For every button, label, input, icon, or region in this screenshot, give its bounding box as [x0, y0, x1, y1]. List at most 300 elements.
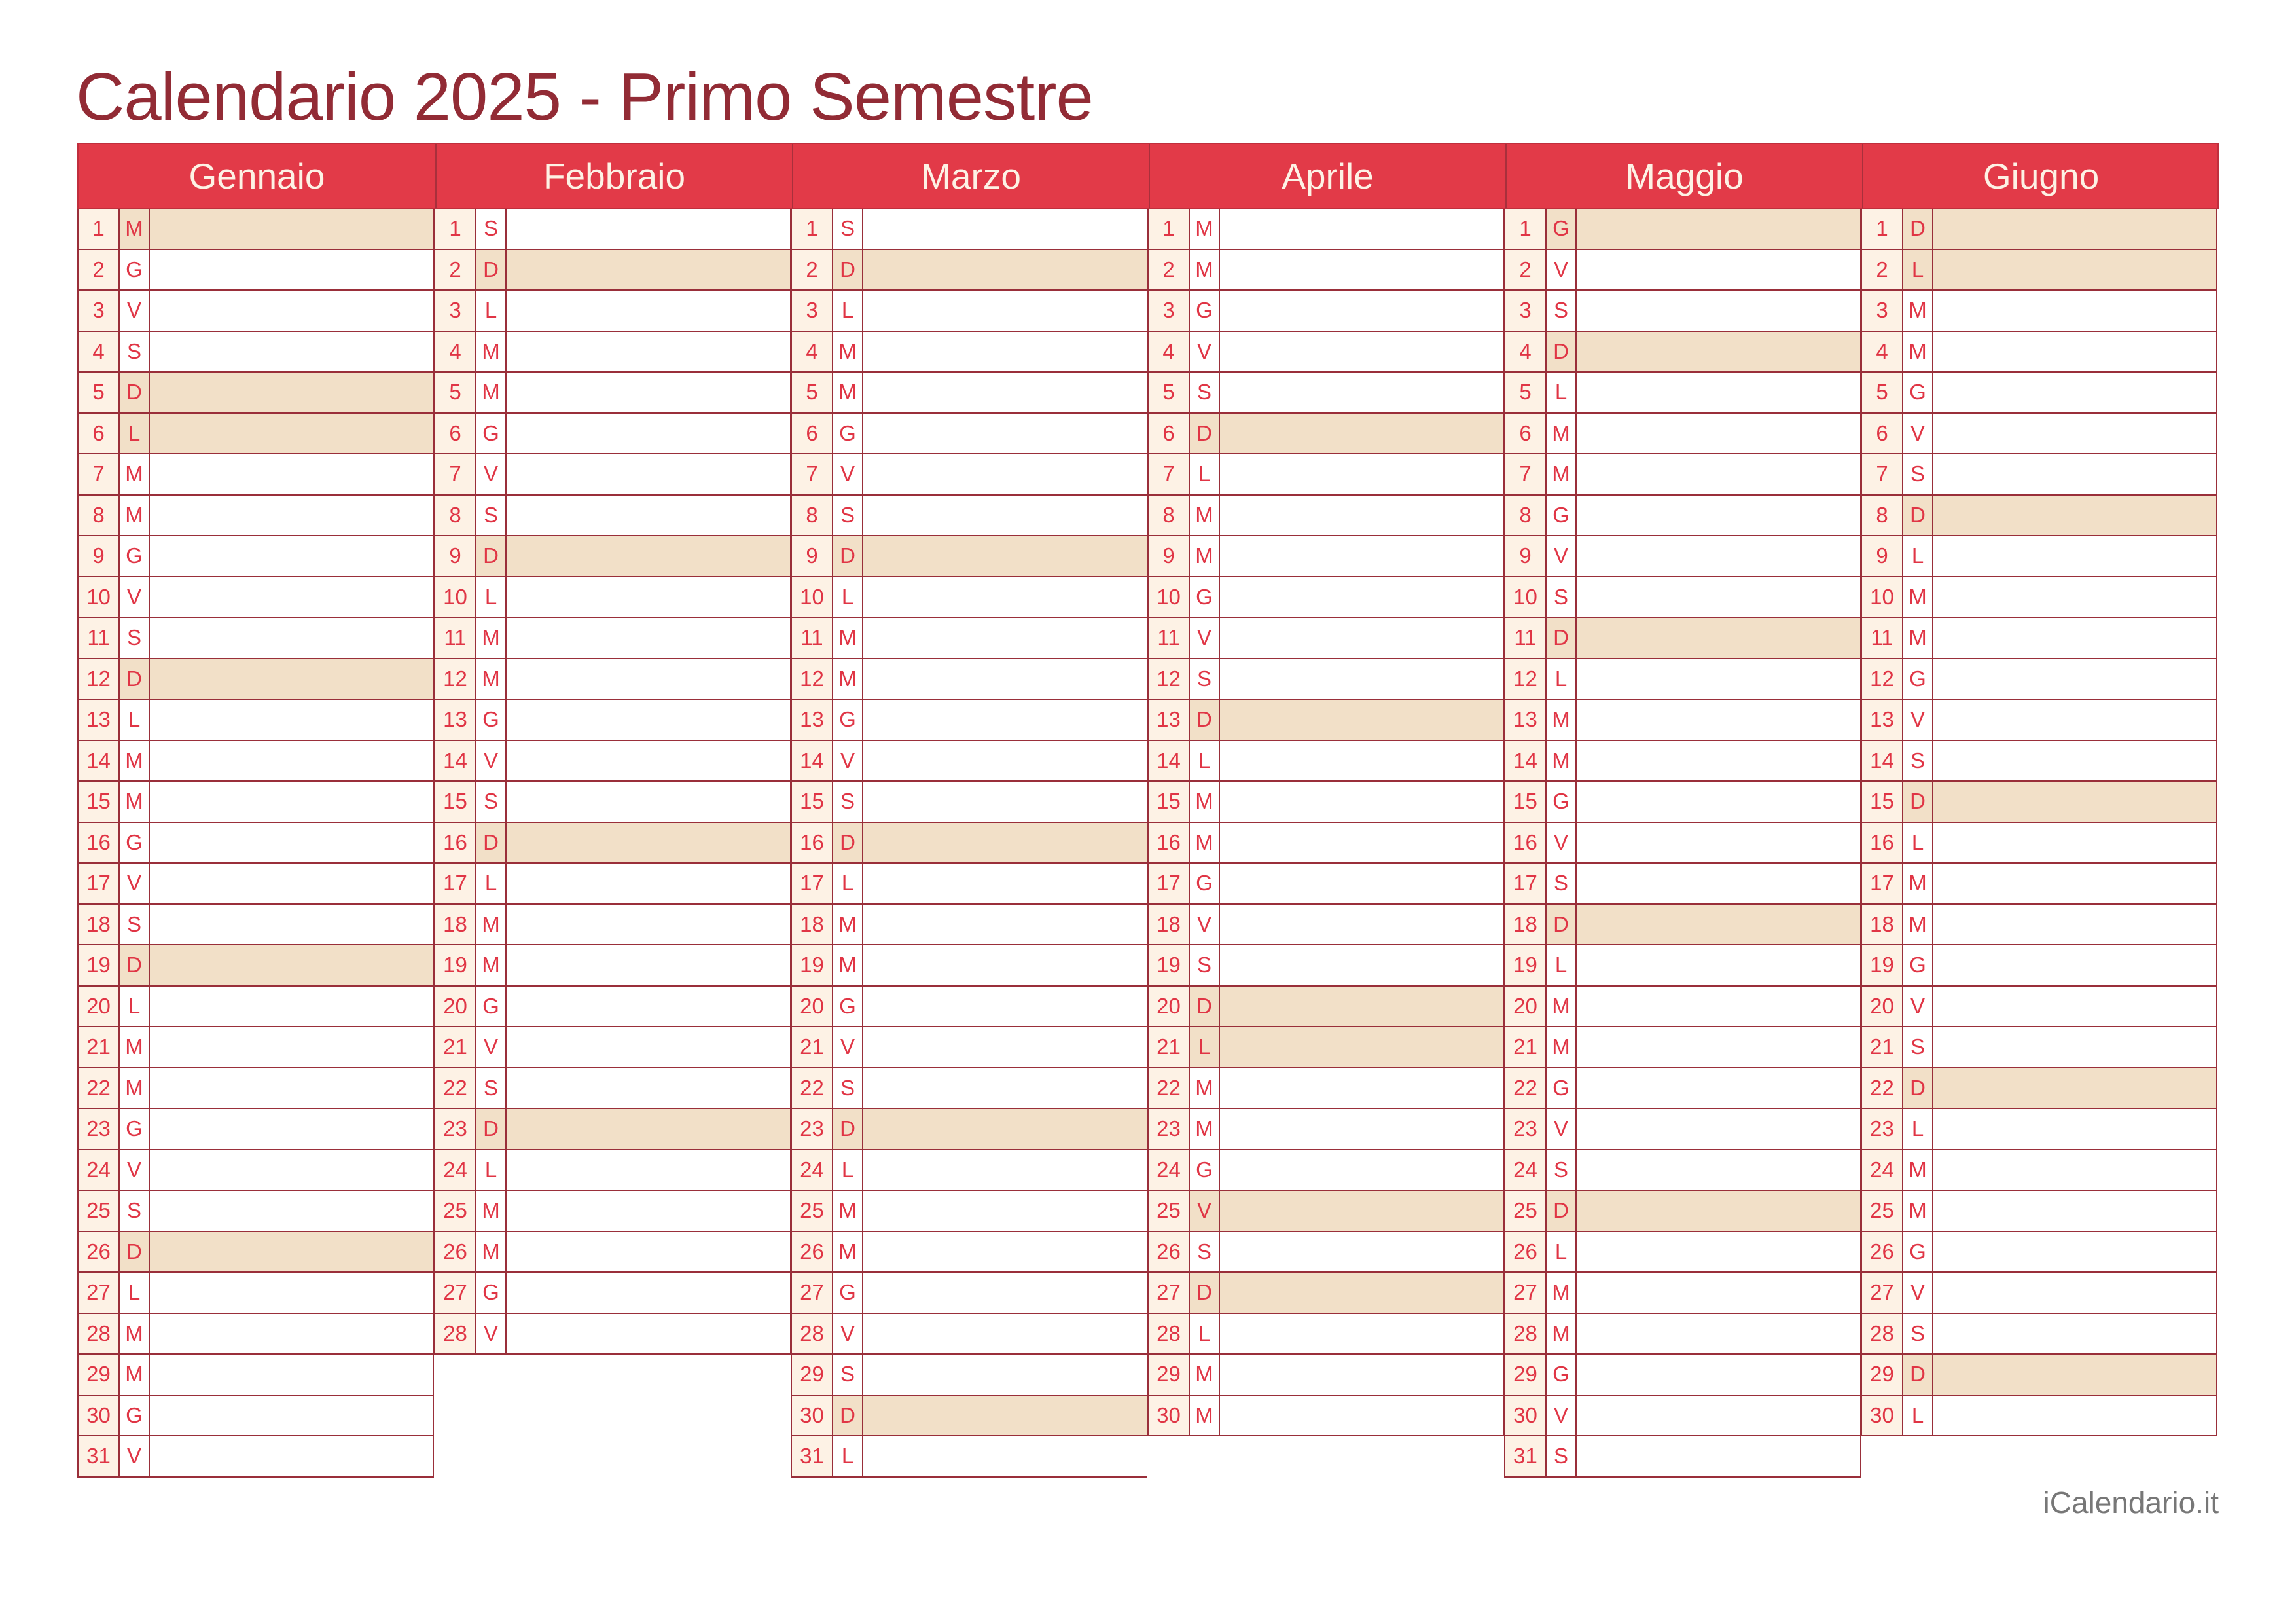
weekday-letter: V: [120, 1436, 150, 1476]
note-space: [507, 700, 790, 740]
day-row: [1147, 864, 1504, 905]
weekday-letter: M: [120, 741, 150, 781]
note-space: [1220, 209, 1503, 249]
weekday-letter: V: [1903, 414, 1933, 454]
day-row: [1861, 373, 2217, 414]
day-number: 4: [1862, 332, 1903, 372]
weekday-letter: V: [1547, 250, 1577, 290]
day-number: 24: [435, 1150, 476, 1190]
note-space: [1933, 1355, 2216, 1395]
note-space: [150, 1232, 433, 1272]
day-row: [1861, 659, 2217, 701]
day-row: [1504, 741, 1861, 782]
weekday-letter: L: [1903, 823, 1933, 863]
day-number: 22: [792, 1068, 833, 1108]
day-number: 26: [435, 1232, 476, 1272]
day-number: 14: [1505, 741, 1547, 781]
note-space: [863, 864, 1147, 903]
day-row: [791, 1191, 1147, 1232]
day-number: 18: [79, 905, 120, 945]
day-row: [1861, 1109, 2217, 1150]
weekday-letter: L: [1903, 1396, 1933, 1436]
weekday-letter: G: [1547, 1068, 1577, 1108]
day-row: [791, 1314, 1147, 1355]
note-space: [1577, 291, 1860, 331]
day-number: 27: [1149, 1273, 1190, 1313]
day-row: [1147, 1109, 1504, 1150]
day-row-holiday: [791, 250, 1147, 291]
day-row: [1861, 1396, 2217, 1437]
weekday-letter: L: [120, 414, 150, 454]
day-row: [434, 496, 791, 537]
day-row-holiday: [1147, 1273, 1504, 1314]
day-number: 17: [792, 864, 833, 903]
note-space: [863, 496, 1147, 536]
day-row: [1147, 659, 1504, 701]
day-number: 12: [79, 659, 120, 699]
day-row: [434, 373, 791, 414]
day-number: 2: [79, 250, 120, 290]
weekday-letter: D: [1547, 905, 1577, 945]
weekday-letter: G: [120, 250, 150, 290]
day-number: 13: [1862, 700, 1903, 740]
day-number: 7: [1149, 454, 1190, 494]
day-row-holiday: [791, 536, 1147, 577]
day-row: [434, 209, 791, 250]
note-space: [507, 209, 790, 249]
day-number: 19: [79, 945, 120, 985]
note-space: [863, 618, 1147, 658]
note-space: [863, 250, 1147, 290]
day-row: [791, 864, 1147, 905]
note-space: [1933, 945, 2216, 985]
day-row: [1861, 864, 2217, 905]
note-space: [1577, 741, 1860, 781]
day-number: 8: [1149, 496, 1190, 536]
day-number: 30: [792, 1396, 833, 1436]
weekday-letter: M: [1547, 454, 1577, 494]
day-row: [1861, 291, 2217, 332]
note-space: [150, 332, 433, 372]
day-number: 16: [792, 823, 833, 863]
weekday-letter: M: [1190, 1068, 1220, 1108]
note-space: [1577, 332, 1860, 372]
weekday-letter: D: [476, 1109, 507, 1149]
note-space: [1577, 864, 1860, 903]
weekday-letter: S: [1903, 1314, 1933, 1354]
day-number: 2: [792, 250, 833, 290]
day-row: [1147, 496, 1504, 537]
day-row: [1147, 1068, 1504, 1110]
day-row: [1861, 700, 2217, 741]
note-space: [150, 1273, 433, 1313]
day-row: [1861, 987, 2217, 1028]
day-row: [1861, 905, 2217, 946]
weekday-letter: L: [1190, 741, 1220, 781]
weekday-letter: G: [476, 1273, 507, 1313]
day-row-holiday: [1147, 414, 1504, 455]
note-space: [1577, 536, 1860, 576]
day-number: 16: [435, 823, 476, 863]
day-number: 3: [79, 291, 120, 331]
day-number: 16: [79, 823, 120, 863]
weekday-letter: M: [1190, 823, 1220, 863]
weekday-letter: M: [1903, 332, 1933, 372]
day-number: 6: [1505, 414, 1547, 454]
day-number: 11: [435, 618, 476, 658]
weekday-letter: M: [1547, 414, 1577, 454]
weekday-letter: G: [833, 1273, 863, 1313]
note-space: [1933, 1273, 2216, 1313]
note-space: [150, 536, 433, 576]
day-number: 23: [79, 1109, 120, 1149]
note-space: [1577, 496, 1860, 536]
weekday-letter: M: [1547, 1273, 1577, 1313]
weekday-letter: D: [120, 659, 150, 699]
weekday-letter: S: [120, 618, 150, 658]
day-number: 15: [1862, 782, 1903, 822]
note-space: [1220, 496, 1503, 536]
weekday-letter: D: [1190, 700, 1220, 740]
weekday-letter: D: [120, 1232, 150, 1272]
day-number: 20: [79, 987, 120, 1027]
weekday-letter: M: [1903, 618, 1933, 658]
day-row-holiday: [77, 373, 434, 414]
day-number: 18: [1505, 905, 1547, 945]
note-space: [150, 454, 433, 494]
note-space: [1220, 536, 1503, 576]
day-row: [1504, 987, 1861, 1028]
note-space: [863, 1436, 1147, 1476]
day-row: [1504, 414, 1861, 455]
note-space: [863, 454, 1147, 494]
day-row: [1861, 741, 2217, 782]
weekday-letter: V: [1903, 987, 1933, 1027]
note-space: [507, 618, 790, 658]
day-number: 10: [435, 577, 476, 617]
weekday-letter: S: [833, 1068, 863, 1108]
day-number: 14: [792, 741, 833, 781]
note-space: [507, 1232, 790, 1272]
day-number: 6: [435, 414, 476, 454]
weekday-letter: G: [120, 1396, 150, 1436]
note-space: [1933, 905, 2216, 945]
note-space: [1933, 209, 2216, 249]
note-space: [863, 945, 1147, 985]
note-space: [1933, 1232, 2216, 1272]
day-number: 25: [435, 1191, 476, 1231]
note-space: [1577, 1355, 1860, 1395]
day-row: [1147, 577, 1504, 619]
day-row: [434, 1027, 791, 1068]
weekday-letter: M: [1190, 1396, 1220, 1436]
day-row: [791, 741, 1147, 782]
weekday-letter: G: [1903, 1232, 1933, 1272]
day-number: 26: [1149, 1232, 1190, 1272]
month-column: [434, 209, 791, 1355]
day-row: [791, 209, 1147, 250]
weekday-letter: M: [1547, 741, 1577, 781]
day-row: [77, 1150, 434, 1192]
weekday-letter: S: [1547, 1150, 1577, 1190]
day-row: [791, 987, 1147, 1028]
weekday-letter: V: [1190, 618, 1220, 658]
day-row: [1147, 905, 1504, 946]
note-space: [1220, 1232, 1503, 1272]
day-number: 14: [1862, 741, 1903, 781]
day-number: 11: [792, 618, 833, 658]
note-space: [507, 332, 790, 372]
day-row: [1504, 1355, 1861, 1396]
day-number: 9: [1505, 536, 1547, 576]
note-space: [863, 577, 1147, 617]
weekday-letter: M: [120, 1027, 150, 1067]
note-space: [1577, 1109, 1860, 1149]
note-space: [1933, 454, 2216, 494]
day-number: 13: [1505, 700, 1547, 740]
day-number: 10: [1862, 577, 1903, 617]
weekday-letter: D: [476, 250, 507, 290]
day-row: [434, 291, 791, 332]
day-number: 24: [1149, 1150, 1190, 1190]
day-row-holiday: [1861, 209, 2217, 250]
day-row: [77, 864, 434, 905]
page-title: Calendario 2025 - Primo Semestre: [76, 59, 1093, 134]
weekday-letter: M: [476, 1232, 507, 1272]
day-row: [434, 1232, 791, 1273]
note-space: [507, 291, 790, 331]
weekday-letter: V: [833, 1027, 863, 1067]
weekday-letter: G: [833, 700, 863, 740]
note-space: [1220, 945, 1503, 985]
note-space: [1577, 945, 1860, 985]
weekday-letter: L: [1903, 536, 1933, 576]
day-row: [1504, 496, 1861, 537]
weekday-letter: S: [833, 496, 863, 536]
note-space: [1933, 1150, 2216, 1190]
day-number: 27: [79, 1273, 120, 1313]
day-number: 1: [1149, 209, 1190, 249]
day-row: [1504, 373, 1861, 414]
weekday-letter: S: [1547, 291, 1577, 331]
note-space: [150, 987, 433, 1027]
month-columns: [77, 209, 2219, 1478]
day-row: [434, 454, 791, 496]
weekday-letter: M: [476, 945, 507, 985]
day-row-holiday: [1861, 1355, 2217, 1396]
day-number: 25: [1505, 1191, 1547, 1231]
weekday-letter: V: [120, 577, 150, 617]
note-space: [1220, 1150, 1503, 1190]
weekday-letter: M: [833, 905, 863, 945]
note-space: [1220, 373, 1503, 412]
weekday-letter: S: [1190, 659, 1220, 699]
day-number: 7: [792, 454, 833, 494]
day-row: [1504, 945, 1861, 987]
day-row: [434, 659, 791, 701]
day-number: 23: [1862, 1109, 1903, 1149]
day-number: 17: [79, 864, 120, 903]
day-number: 28: [792, 1314, 833, 1354]
note-space: [863, 1150, 1147, 1190]
weekday-letter: M: [476, 373, 507, 412]
weekday-letter: M: [120, 1314, 150, 1354]
day-row-holiday: [791, 1396, 1147, 1437]
weekday-letter: D: [1903, 1068, 1933, 1108]
day-row-holiday: [77, 209, 434, 250]
month-header-row: [77, 143, 2219, 209]
day-row: [791, 1355, 1147, 1396]
weekday-letter: M: [120, 782, 150, 822]
weekday-letter: D: [1903, 496, 1933, 536]
day-number: 13: [435, 700, 476, 740]
day-row: [77, 250, 434, 291]
day-number: 28: [1149, 1314, 1190, 1354]
day-row: [1504, 700, 1861, 741]
day-row: [77, 1273, 434, 1314]
day-number: 8: [1862, 496, 1903, 536]
day-number: 8: [792, 496, 833, 536]
day-number: 6: [792, 414, 833, 454]
day-row: [434, 618, 791, 659]
note-space: [1577, 373, 1860, 412]
day-row: [791, 332, 1147, 373]
day-number: 9: [1862, 536, 1903, 576]
weekday-letter: M: [476, 1191, 507, 1231]
note-space: [863, 1273, 1147, 1313]
day-row: [1861, 332, 2217, 373]
note-space: [150, 1436, 433, 1476]
site-credit: iCalendario.it: [2043, 1486, 2219, 1520]
day-row: [791, 659, 1147, 701]
day-row-holiday: [434, 1109, 791, 1150]
note-space: [1220, 987, 1503, 1027]
day-row: [791, 454, 1147, 496]
day-row: [791, 1150, 1147, 1192]
day-row: [77, 1355, 434, 1396]
weekday-letter: S: [120, 332, 150, 372]
day-row: [1504, 659, 1861, 701]
day-number: 4: [1149, 332, 1190, 372]
weekday-letter: L: [120, 1273, 150, 1313]
day-number: 16: [1149, 823, 1190, 863]
weekday-letter: M: [1190, 1109, 1220, 1149]
day-row: [1504, 536, 1861, 577]
month-header-febbraio: Febbraio: [435, 144, 792, 208]
note-space: [1933, 618, 2216, 658]
note-space: [150, 414, 433, 454]
day-number: 5: [792, 373, 833, 412]
day-number: 27: [792, 1273, 833, 1313]
day-number: 11: [1149, 618, 1190, 658]
day-number: 12: [1862, 659, 1903, 699]
weekday-letter: M: [1547, 700, 1577, 740]
weekday-letter: L: [476, 864, 507, 903]
day-row: [434, 1150, 791, 1192]
day-row: [1147, 373, 1504, 414]
weekday-letter: S: [1547, 864, 1577, 903]
weekday-letter: D: [1190, 414, 1220, 454]
day-number: 23: [1505, 1109, 1547, 1149]
day-number: 24: [792, 1150, 833, 1190]
day-number: 23: [792, 1109, 833, 1149]
note-space: [507, 1314, 790, 1354]
note-space: [507, 1191, 790, 1231]
note-space: [863, 1068, 1147, 1108]
day-number: 22: [79, 1068, 120, 1108]
note-space: [1933, 782, 2216, 822]
note-space: [863, 1027, 1147, 1067]
day-number: 15: [79, 782, 120, 822]
day-row-holiday: [434, 536, 791, 577]
day-number: 11: [1862, 618, 1903, 658]
day-number: 1: [1505, 209, 1547, 249]
day-row: [1504, 1027, 1861, 1068]
day-number: 7: [79, 454, 120, 494]
note-space: [1220, 659, 1503, 699]
note-space: [1933, 1191, 2216, 1231]
day-row: [791, 700, 1147, 741]
day-number: 29: [1862, 1355, 1903, 1395]
day-row: [791, 1436, 1147, 1478]
day-number: 18: [435, 905, 476, 945]
note-space: [1577, 209, 1860, 249]
day-row-holiday: [77, 945, 434, 987]
day-row: [1147, 332, 1504, 373]
day-row-holiday: [1861, 496, 2217, 537]
weekday-letter: G: [1903, 373, 1933, 412]
note-space: [1933, 864, 2216, 903]
note-space: [1577, 577, 1860, 617]
note-space: [863, 1109, 1147, 1149]
weekday-letter: M: [476, 332, 507, 372]
weekday-letter: V: [833, 1314, 863, 1354]
day-row-holiday: [1504, 905, 1861, 946]
day-row: [791, 1027, 1147, 1068]
day-row: [1147, 536, 1504, 577]
day-row: [791, 782, 1147, 823]
note-space: [150, 1109, 433, 1149]
weekday-letter: L: [833, 1150, 863, 1190]
note-space: [1220, 741, 1503, 781]
weekday-letter: V: [1903, 700, 1933, 740]
weekday-letter: L: [476, 577, 507, 617]
day-row: [1504, 1396, 1861, 1437]
day-row: [791, 1273, 1147, 1314]
day-number: 3: [1505, 291, 1547, 331]
weekday-letter: D: [476, 823, 507, 863]
day-number: 24: [1862, 1150, 1903, 1190]
weekday-letter: G: [833, 987, 863, 1027]
day-row: [1147, 782, 1504, 823]
day-number: 31: [792, 1436, 833, 1476]
weekday-letter: S: [476, 1068, 507, 1108]
day-row: [1861, 1150, 2217, 1192]
weekday-letter: G: [120, 1109, 150, 1149]
note-space: [1577, 1068, 1860, 1108]
weekday-letter: L: [1903, 1109, 1933, 1149]
day-number: 30: [1149, 1396, 1190, 1436]
day-number: 21: [792, 1027, 833, 1067]
note-space: [863, 741, 1147, 781]
weekday-letter: M: [1903, 864, 1933, 903]
note-space: [150, 1314, 433, 1354]
note-space: [863, 987, 1147, 1027]
day-row: [1861, 577, 2217, 619]
note-space: [150, 700, 433, 740]
day-number: 26: [1862, 1232, 1903, 1272]
day-row: [77, 1396, 434, 1437]
